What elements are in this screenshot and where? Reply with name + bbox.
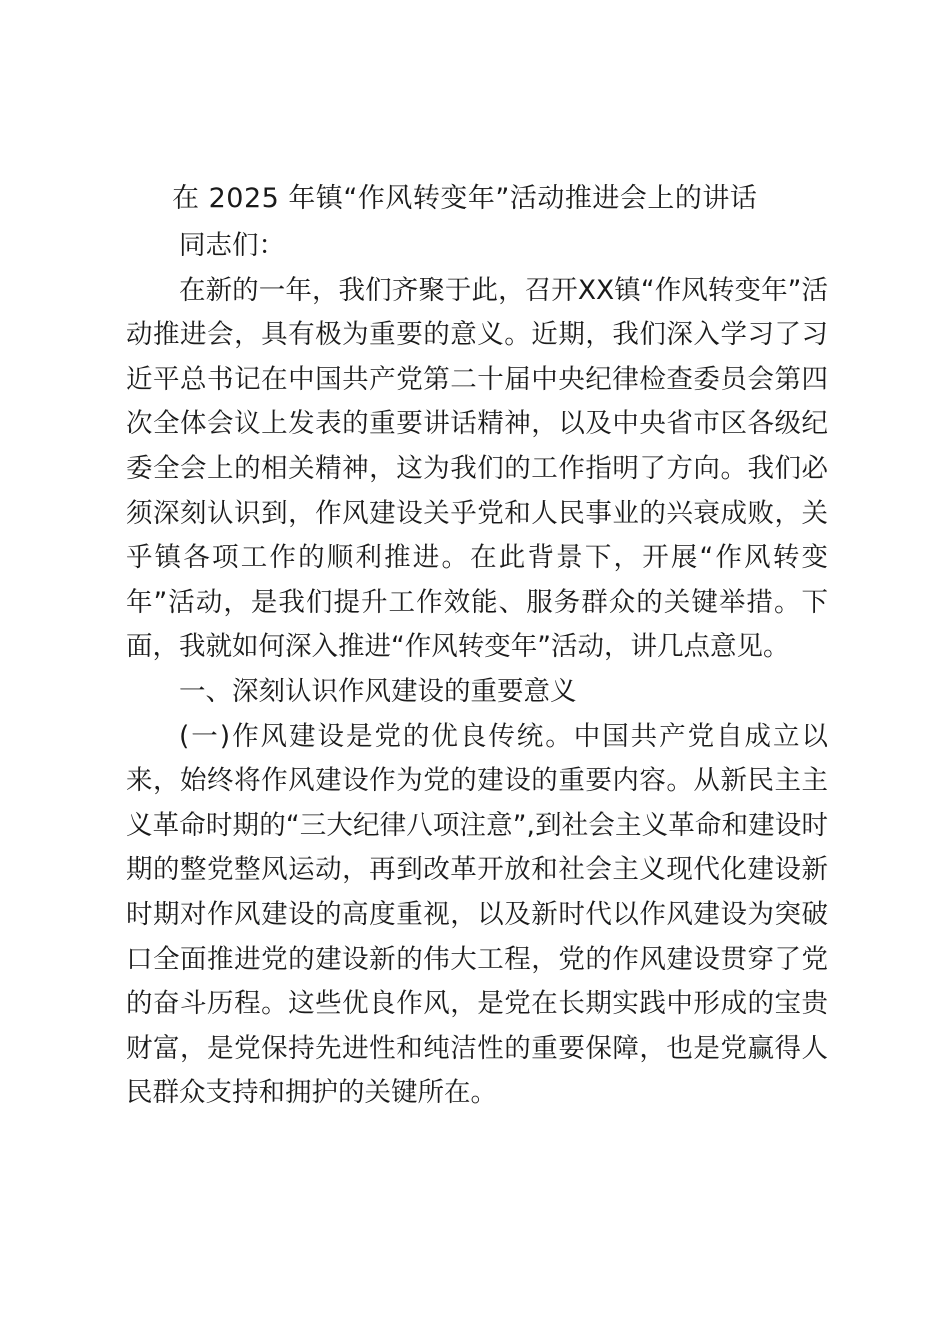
salutation: 同志们： <box>179 230 285 261</box>
document-body <box>126 224 828 1116</box>
section-heading: 一、深刻认识作风建设的重要意义 <box>179 675 577 707</box>
document-title: 在 2025 年镇“作风转变年”活动推进会上的讲话 <box>172 183 758 214</box>
paragraph-intro: 在新的一年，我们齐聚于此，召开XX镇“作风转变年”活动推进会，具有极为重要的意义。近期，我们深入学习了习近平总书记在中国共产党第二十届中央纪律检查委员会第四次全体会议上发表的重要讲话精神，以及中央省市区各级纪委全会上的相关精神，这为我们的工作指明了方向。我们必须深刻认识到，作风建设关乎党和人民事业的兴衰成败，关乎镇各项工作的顺利推进。在此背景下，开展“作风转变年”活动，是我们提升工作效能、服务群众的关键举措。下面，我就如何深入推进“作风转变年”活动，讲几点意见。 <box>126 274 828 663</box>
paragraph-subsection-1: (一)作风建设是党的优良传统。中国共产党自成立以来，始终将作风建设作为党的建设的重要内容。从新民主主义革命时期的“三大纪律八项注意”,到社会主义革命和建设时期的整党整风运动，再到改革开放和社会主义现代化建设新时期对作风建设的高度重视，以及新时代以作风建设为突破口全面推进党的建设新的伟大工程，党的作风建设贯穿了党的奋斗历程。这些优良作风，是党在长期实践中形成的宝贵财富，是党保持先进性和纯洁性的重要保障，也是党赢得人民群众支持和拥护的关键所在。 <box>126 720 828 1109</box>
